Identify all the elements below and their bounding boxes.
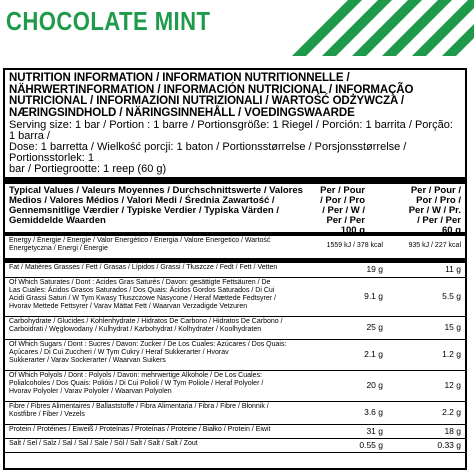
nutrient-label: Fat / Matières Grasses / Fett / Grasas / Lípidos / Grassi / Tłuszcze / Fedt / Fett / Vetten [9, 264, 278, 271]
value-per-serving: 12 g [444, 380, 461, 390]
value-per-serving: 18 g [444, 425, 461, 436]
nutrient-label: Carbohydrate / Glucides / Kohlenhydrate / Hidratos De Carbono / Hidratos De Carbono / Carboidrati / Węglowodany / Kulhydrat / Karbohydrat / Kolhydrater / Koolhydraten [9, 318, 283, 333]
value-per-100g: 20 g [366, 380, 383, 390]
value-per-serving: 15 g [444, 322, 461, 332]
value-per-100g: 3.6 g [364, 407, 383, 417]
nutrient-label: Protein / Protéines / Eiweiß / Proteínas / Proteínas / Proteine / Białko / Protein / Eiwit [9, 426, 271, 433]
value-per-serving: 0.33 g [437, 439, 461, 450]
nutrition-panel [3, 68, 467, 470]
product-banner [0, 0, 474, 56]
nutrient-row [5, 439, 465, 453]
divider-thick [5, 177, 465, 184]
value-per-serving: 11 g [445, 264, 461, 274]
value-per-serving: 2.2 g [442, 407, 461, 417]
nutrient-row [5, 371, 465, 402]
nutrient-row [5, 340, 465, 371]
nutrient-row [5, 402, 465, 425]
nutrient-label: Fibre / Fibres Alimentaires / Ballaststoffe / Fibra Alimentaria / Fibra / Fibre / Błonnik / Kostfibre / Fiber / Vezels [9, 403, 269, 418]
nutrition-heading: NUTRITION INFORMATION / INFORMATION NUTRITIONNELLE / NÄHRWERTINFORMATION / INFORMACIÓN NUTRICIONAL / INFORMAÇÃO NUTRICIONAL / INFORMAZIONI NUTRIZIONALI / WARTOŚĆ ODŻYWCZA / NÆRINGSINDHOLD / NÄRINGSINNEHÅLL / VOEDINGSWAARDE [9, 72, 414, 119]
nutrient-label: Salt / Sel / Salz / Sal / Sal / Sale / Sól / Salt / Salt / Salt / Zout [9, 440, 198, 447]
nutrient-row [5, 317, 465, 340]
nutrient-label: Of Which Sugars / Dont : Sucres / Davon: Zucker / De Los Cuales: Azúcares / Dos Quais: Açúcares / Di Cui Zuccheri / W Tym Cukry / Heraf Sukkerarter / Hvorav Sukkerarter / Varav Sockerarter / Waarvan Suikers [9, 341, 287, 364]
value-per-100g: 9.1 g [364, 291, 383, 301]
nutrient-row [5, 425, 465, 439]
product-title: CHOCOLATE MINT [6, 6, 211, 36]
value-per-100g: 25 g [366, 322, 383, 332]
nutrient-row [5, 278, 465, 317]
value-per-100g: 31 g [366, 425, 383, 436]
value-per-serving: 5.5 g [442, 291, 461, 301]
value-per-100g: 0.55 g [359, 439, 383, 450]
nutrient-label: Of Which Polyols / Dont : Polyols / Davon: mehrwertige Alkohole / De Los Cuales: Polialcoholes / Dos Quais: Polióis / Di Cui Polioli / W Tym Poliole / Heraf Polyoler / Hvorav Polyoler / Varav Polyoler / Waarvan Polyolen [9, 372, 264, 395]
nutrient-table [5, 236, 465, 453]
value-per-100g: 2.1 g [364, 349, 383, 359]
value-per-serving: 1.2 g [442, 349, 461, 359]
value-per-serving: 935 kJ / 227 kcal [408, 242, 461, 249]
value-per-100g: 19 g [366, 264, 383, 274]
column-header [5, 184, 465, 236]
nutrient-label: Energy / Énergie / Energie / Valor Energético / Energia / Valore Energetico / Wartość Energetyczna / Energi / Energie [9, 237, 271, 252]
nutrient-label: Of Which Saturates / Dont : Acides Gras Saturés / Davon: gesättigte Fettsäuren / De Las Cuales: Ácidos Grasos Saturados / Dos Quais: Ácidos Gordos Saturados / Di Cui Acidi Grassi Saturi / W Tym Kwasy Tłuszczowe Nasycone / Heraf Mættede Fedtsyrer / Hvorav Mettede Fettsyrer / Varav Mättat Fett / Waarvan Verzadigde Vetzuren [9, 279, 276, 310]
serving-size: Serving size: 1 bar / Portion : 1 barre / Portionsgröße: 1 Riegel / Porción: 1 barrita / Porção: 1 barra / Dose: 1 barretta / Wielkość porcji: 1 baton / Portionsstørrelse / Porsjonsstørrelse / Portionsstorlek: 1 bar / Portiegrootte: 1 reep (60 g) [9, 119, 453, 175]
value-per-100g: 1559 kJ / 378 kcal [326, 242, 383, 249]
typical-values-label: Typical Values / Valeurs Moyennes / Durchschnittswerte / Valores Medios / Valores Médios / Valori Medi / Średnia Zawartość / Gennemsnitlige Værdier / Typiske Verdier / Typiska Värden / Gemiddelde Waarden [9, 185, 303, 226]
per-serving-header: Per / Pour / Por / Pro / Per / W / Pr. / Per / Per 60 g [408, 185, 461, 236]
nutrient-row [5, 263, 465, 278]
per-100g-header: Per / Pour / Por / Pro / Per / W / Per / Per 100 g [320, 185, 365, 236]
nutrient-row [5, 236, 465, 259]
